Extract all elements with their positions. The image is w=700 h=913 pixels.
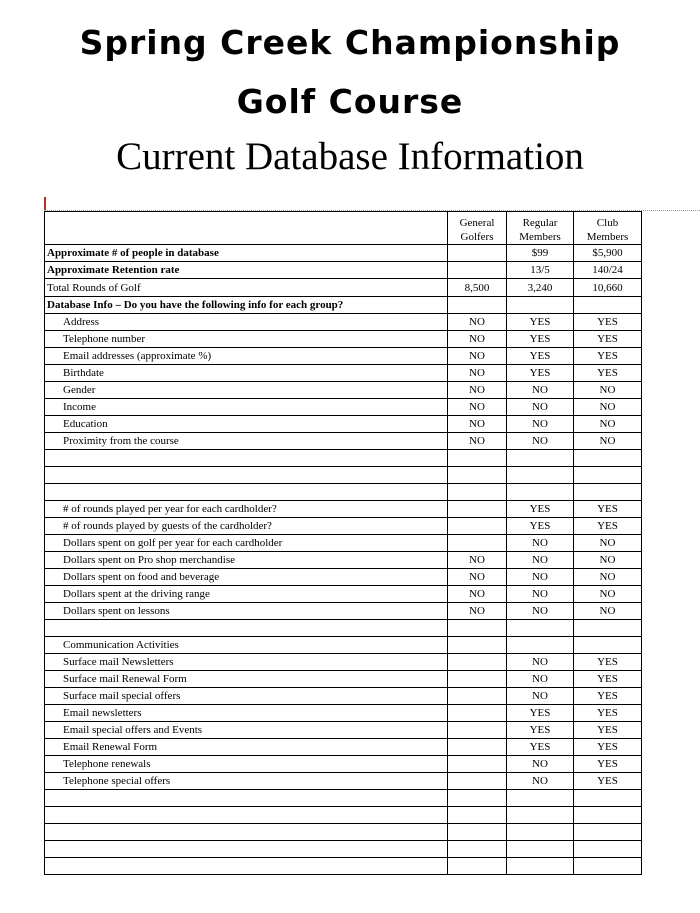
general-golfers-value — [448, 450, 507, 467]
table-row — [45, 382, 642, 399]
general-golfers-value — [448, 807, 507, 824]
regular-members-value: NO — [507, 773, 574, 790]
regular-members-value — [507, 484, 574, 501]
regular-members-value: NO — [507, 382, 574, 399]
table-row — [45, 858, 642, 875]
general-golfers-value — [448, 841, 507, 858]
club-members-value: NO — [574, 552, 642, 569]
row-label — [45, 807, 448, 824]
club-members-value — [574, 297, 642, 314]
row-label: Telephone special offers — [45, 773, 448, 790]
row-label — [45, 450, 448, 467]
row-label: Total Rounds of Golf — [45, 279, 448, 297]
column-header-line: Members — [519, 231, 561, 243]
general-golfers-value — [448, 739, 507, 756]
table-row — [45, 790, 642, 807]
column-header-line: General — [459, 217, 495, 229]
general-golfers-value: NO — [448, 586, 507, 603]
table-row — [45, 433, 642, 450]
club-members-value: YES — [574, 756, 642, 773]
general-golfers-value — [448, 824, 507, 841]
general-golfers-value: NO — [448, 416, 507, 433]
row-label: Email addresses (approximate %) — [45, 348, 448, 365]
column-header-line: Members — [586, 231, 629, 243]
row-label: Dollars spent on golf per year for each cardholder — [45, 535, 448, 552]
row-label: Surface mail special offers — [45, 688, 448, 705]
general-golfers-value — [448, 858, 507, 875]
row-label: Email special offers and Events — [45, 722, 448, 739]
general-golfers-value — [448, 671, 507, 688]
table-row — [45, 331, 642, 348]
row-label: Database Info – Do you have the following info for each group? — [45, 297, 448, 314]
row-label — [45, 620, 448, 637]
general-golfers-value: NO — [448, 331, 507, 348]
row-label: Proximity from the course — [45, 433, 448, 450]
row-label: Surface mail Renewal Form — [45, 671, 448, 688]
table-row — [45, 705, 642, 722]
regular-members-value — [507, 841, 574, 858]
regular-members-value: NO — [507, 586, 574, 603]
general-golfers-value: NO — [448, 399, 507, 416]
regular-members-value: NO — [507, 552, 574, 569]
row-label: Communication Activities — [45, 637, 448, 654]
table-row — [45, 365, 642, 382]
club-members-value: YES — [574, 773, 642, 790]
club-members-value: YES — [574, 314, 642, 331]
regular-members-value — [507, 858, 574, 875]
club-members-value: NO — [574, 603, 642, 620]
table-row — [45, 262, 642, 279]
row-label: Email newsletters — [45, 705, 448, 722]
regular-members-value: YES — [507, 739, 574, 756]
regular-members-value: $99 — [507, 245, 574, 262]
table-header-row — [45, 212, 642, 245]
table-row — [45, 501, 642, 518]
club-members-value — [574, 484, 642, 501]
club-members-value: YES — [574, 722, 642, 739]
table-row — [45, 586, 642, 603]
regular-members-value: 3,240 — [507, 279, 574, 297]
row-label: Address — [45, 314, 448, 331]
club-members-value: NO — [574, 382, 642, 399]
regular-members-value — [507, 467, 574, 484]
row-label: Telephone number — [45, 331, 448, 348]
table-row — [45, 603, 642, 620]
general-golfers-value: NO — [448, 552, 507, 569]
general-golfers-value — [448, 262, 507, 279]
row-label: # of rounds played by guests of the cardholder? — [45, 518, 448, 535]
regular-members-value: YES — [507, 705, 574, 722]
table-row — [45, 297, 642, 314]
page-title-line-2: Golf Course — [236, 82, 464, 121]
database-info-table — [44, 211, 642, 875]
row-label: Dollars spent on lessons — [45, 603, 448, 620]
club-members-value — [574, 450, 642, 467]
club-members-value — [574, 620, 642, 637]
table-row — [45, 722, 642, 739]
regular-members-value: NO — [507, 688, 574, 705]
column-header-regular-members — [507, 212, 574, 245]
table-row — [45, 399, 642, 416]
general-golfers-value — [448, 484, 507, 501]
table-row — [45, 348, 642, 365]
general-golfers-value: NO — [448, 365, 507, 382]
table-row — [45, 484, 642, 501]
table-row — [45, 552, 642, 569]
general-golfers-value — [448, 790, 507, 807]
regular-members-value: NO — [507, 433, 574, 450]
table-row — [45, 416, 642, 433]
row-label: Approximate Retention rate — [45, 262, 448, 279]
club-members-value: NO — [574, 433, 642, 450]
club-members-value — [574, 637, 642, 654]
table-row — [45, 314, 642, 331]
regular-members-value — [507, 297, 574, 314]
general-golfers-value: NO — [448, 433, 507, 450]
regular-members-value — [507, 807, 574, 824]
general-golfers-value — [448, 297, 507, 314]
row-label — [45, 824, 448, 841]
regular-members-value: YES — [507, 365, 574, 382]
table-row — [45, 637, 642, 654]
column-header-general-golfers — [448, 212, 507, 245]
column-header-line: Regular — [522, 217, 558, 229]
general-golfers-value: NO — [448, 603, 507, 620]
club-members-value: YES — [574, 688, 642, 705]
general-golfers-value — [448, 705, 507, 722]
row-label — [45, 841, 448, 858]
regular-members-value — [507, 637, 574, 654]
row-label: Gender — [45, 382, 448, 399]
table-row — [45, 756, 642, 773]
club-members-value: $5,900 — [574, 245, 642, 262]
page-subtitle: Current Database Information — [116, 135, 584, 178]
club-members-value — [574, 790, 642, 807]
general-golfers-value: 8,500 — [448, 279, 507, 297]
general-golfers-value — [448, 620, 507, 637]
table-row — [45, 467, 642, 484]
club-members-value: NO — [574, 535, 642, 552]
row-label: Dollars spent on food and beverage — [45, 569, 448, 586]
table-row — [45, 535, 642, 552]
row-label: Approximate # of people in database — [45, 245, 448, 262]
page-title-line-1: Spring Creek Championship — [79, 23, 621, 62]
table-row — [45, 569, 642, 586]
regular-members-value — [507, 620, 574, 637]
club-members-value — [574, 467, 642, 484]
club-members-value: YES — [574, 705, 642, 722]
header-label-cell — [45, 212, 448, 245]
club-members-value: NO — [574, 586, 642, 603]
club-members-value: YES — [574, 739, 642, 756]
general-golfers-value — [448, 245, 507, 262]
club-members-value: 10,660 — [574, 279, 642, 297]
row-label: Telephone renewals — [45, 756, 448, 773]
column-header-line: Club — [596, 217, 619, 229]
regular-members-value: NO — [507, 535, 574, 552]
club-members-value — [574, 824, 642, 841]
regular-members-value: YES — [507, 314, 574, 331]
general-golfers-value: NO — [448, 382, 507, 399]
row-label — [45, 467, 448, 484]
regular-members-value: NO — [507, 416, 574, 433]
club-members-value: YES — [574, 365, 642, 382]
regular-members-value — [507, 450, 574, 467]
table-row — [45, 841, 642, 858]
row-label: Income — [45, 399, 448, 416]
general-golfers-value: NO — [448, 569, 507, 586]
regular-members-value: YES — [507, 518, 574, 535]
regular-members-value: YES — [507, 722, 574, 739]
club-members-value: YES — [574, 331, 642, 348]
club-members-value: NO — [574, 569, 642, 586]
row-label: Email Renewal Form — [45, 739, 448, 756]
margin-mark — [44, 197, 46, 211]
table-row — [45, 450, 642, 467]
table-row — [45, 739, 642, 756]
row-label: Education — [45, 416, 448, 433]
table-row — [45, 518, 642, 535]
club-members-value — [574, 858, 642, 875]
table-row — [45, 245, 642, 262]
club-members-value: YES — [574, 671, 642, 688]
regular-members-value: YES — [507, 331, 574, 348]
general-golfers-value — [448, 773, 507, 790]
general-golfers-value — [448, 688, 507, 705]
row-label — [45, 790, 448, 807]
club-members-value: YES — [574, 348, 642, 365]
table-row — [45, 279, 642, 297]
general-golfers-value — [448, 722, 507, 739]
row-label: Dollars spent at the driving range — [45, 586, 448, 603]
general-golfers-value — [448, 518, 507, 535]
club-members-value: 140/24 — [574, 262, 642, 279]
regular-members-value: NO — [507, 603, 574, 620]
regular-members-value: NO — [507, 399, 574, 416]
regular-members-value: 13/5 — [507, 262, 574, 279]
regular-members-value — [507, 824, 574, 841]
table-row — [45, 688, 642, 705]
club-members-value — [574, 841, 642, 858]
general-golfers-value: NO — [448, 314, 507, 331]
general-golfers-value — [448, 501, 507, 518]
club-members-value: NO — [574, 399, 642, 416]
regular-members-value: NO — [507, 654, 574, 671]
regular-members-value: YES — [507, 348, 574, 365]
table-row — [45, 620, 642, 637]
general-golfers-value — [448, 637, 507, 654]
regular-members-value: NO — [507, 756, 574, 773]
general-golfers-value — [448, 756, 507, 773]
row-label — [45, 858, 448, 875]
general-golfers-value — [448, 654, 507, 671]
general-golfers-value — [448, 535, 507, 552]
row-label: Surface mail Newsletters — [45, 654, 448, 671]
table-row — [45, 773, 642, 790]
regular-members-value: NO — [507, 671, 574, 688]
general-golfers-value: NO — [448, 348, 507, 365]
club-members-value — [574, 807, 642, 824]
row-label: # of rounds played per year for each cardholder? — [45, 501, 448, 518]
table-row — [45, 807, 642, 824]
regular-members-value: NO — [507, 569, 574, 586]
row-label — [45, 484, 448, 501]
table-row — [45, 824, 642, 841]
club-members-value: NO — [574, 416, 642, 433]
row-label: Birthdate — [45, 365, 448, 382]
table-body — [45, 212, 642, 875]
general-golfers-value — [448, 467, 507, 484]
club-members-value: YES — [574, 654, 642, 671]
row-label: Dollars spent on Pro shop merchandise — [45, 552, 448, 569]
regular-members-value: YES — [507, 501, 574, 518]
column-header-club-members — [574, 212, 642, 245]
club-members-value: YES — [574, 501, 642, 518]
column-header-line: Golfers — [460, 231, 494, 243]
table-row — [45, 654, 642, 671]
regular-members-value — [507, 790, 574, 807]
table-row — [45, 671, 642, 688]
club-members-value: YES — [574, 518, 642, 535]
